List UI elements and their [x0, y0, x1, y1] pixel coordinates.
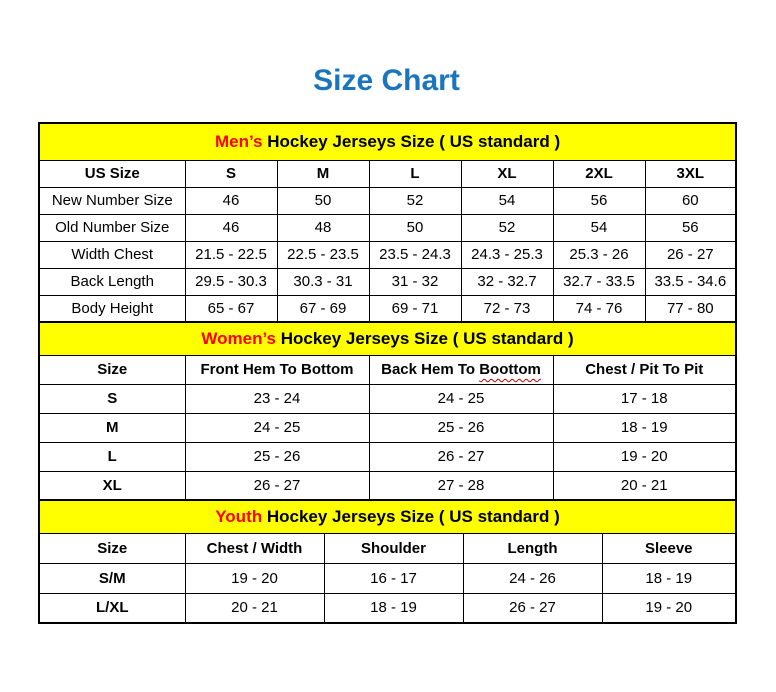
table-cell: 26 - 27	[369, 442, 553, 471]
table-cell: 18 - 19	[602, 563, 736, 593]
mens-header-m: M	[277, 160, 369, 187]
table-cell: 18 - 19	[553, 413, 736, 442]
table-cell: 46	[185, 187, 277, 214]
table-cell: 25 - 26	[185, 442, 369, 471]
mens-header-row	[39, 160, 736, 187]
table-cell: 26 - 27	[185, 471, 369, 500]
womens-caption-text: Hockey Jerseys Size ( US standard )	[276, 328, 574, 348]
row-label: Old Number Size	[39, 214, 185, 241]
table-cell: 52	[461, 214, 553, 241]
table-cell: 54	[553, 214, 645, 241]
mens-row-new-number	[39, 187, 736, 214]
youth-header-sleeve: Sleeve	[602, 533, 736, 563]
table-cell: 20 - 21	[185, 593, 324, 623]
youth-caption-row	[39, 500, 736, 533]
table-cell: 56	[645, 214, 736, 241]
womens-header-size: Size	[39, 355, 185, 384]
row-label: M	[39, 413, 185, 442]
table-cell: 67 - 69	[277, 295, 369, 322]
mens-caption-row	[39, 123, 736, 160]
table-cell: 48	[277, 214, 369, 241]
table-cell: 30.3 - 31	[277, 268, 369, 295]
row-label: L/XL	[39, 593, 185, 623]
youth-header-size: Size	[39, 533, 185, 563]
table-cell: 20 - 21	[553, 471, 736, 500]
womens-header-row	[39, 355, 736, 384]
womens-row-s	[39, 384, 736, 413]
row-label: S	[39, 384, 185, 413]
womens-header-front-hem: Front Hem To Bottom	[185, 355, 369, 384]
back-hem-typo-word: Boottom	[479, 361, 541, 378]
table-cell: 24.3 - 25.3	[461, 241, 553, 268]
row-label: S/M	[39, 563, 185, 593]
table-cell: 56	[553, 187, 645, 214]
womens-row-l	[39, 442, 736, 471]
womens-caption	[39, 322, 736, 355]
youth-row-lxl	[39, 593, 736, 623]
table-cell: 29.5 - 30.3	[185, 268, 277, 295]
table-cell: 33.5 - 34.6	[645, 268, 736, 295]
row-label: XL	[39, 471, 185, 500]
table-cell: 27 - 28	[369, 471, 553, 500]
youth-header-chest-width: Chest / Width	[185, 533, 324, 563]
mens-row-back-length	[39, 268, 736, 295]
table-cell: 25 - 26	[369, 413, 553, 442]
table-cell: 26 - 27	[463, 593, 602, 623]
table-cell: 32 - 32.7	[461, 268, 553, 295]
mens-row-width-chest	[39, 241, 736, 268]
table-cell: 65 - 67	[185, 295, 277, 322]
youth-header-shoulder: Shoulder	[324, 533, 463, 563]
mens-header-s: S	[185, 160, 277, 187]
table-cell: 19 - 20	[553, 442, 736, 471]
youth-header-length: Length	[463, 533, 602, 563]
table-cell: 77 - 80	[645, 295, 736, 322]
youth-caption-text: Hockey Jerseys Size ( US standard )	[262, 506, 560, 526]
table-cell: 50	[369, 214, 461, 241]
row-label: Body Height	[39, 295, 185, 322]
table-cell: 19 - 20	[185, 563, 324, 593]
table-cell: 72 - 73	[461, 295, 553, 322]
table-cell: 17 - 18	[553, 384, 736, 413]
mens-header-xl: XL	[461, 160, 553, 187]
mens-caption-accent: Men’s	[214, 131, 263, 151]
back-hem-label: Back Hem To	[381, 361, 480, 378]
womens-row-m	[39, 413, 736, 442]
table-cell: 18 - 19	[324, 593, 463, 623]
youth-row-sm	[39, 563, 736, 593]
table-cell: 69 - 71	[369, 295, 461, 322]
table-cell: 23.5 - 24.3	[369, 241, 461, 268]
youth-header-row	[39, 533, 736, 563]
row-label: Back Length	[39, 268, 185, 295]
row-label: L	[39, 442, 185, 471]
womens-size-table	[38, 321, 737, 501]
mens-caption-text: Hockey Jerseys Size ( US standard )	[262, 131, 561, 151]
table-cell: 60	[645, 187, 736, 214]
mens-header-l: L	[369, 160, 461, 187]
youth-size-table	[38, 499, 737, 624]
youth-caption	[39, 500, 736, 533]
table-cell: 50	[277, 187, 369, 214]
table-cell: 25.3 - 26	[553, 241, 645, 268]
table-cell: 19 - 20	[602, 593, 736, 623]
mens-header-us-size: US Size	[39, 160, 185, 187]
table-cell: 46	[185, 214, 277, 241]
table-cell: 21.5 - 22.5	[185, 241, 277, 268]
table-cell: 32.7 - 33.5	[553, 268, 645, 295]
mens-header-2xl: 2XL	[553, 160, 645, 187]
table-cell: 16 - 17	[324, 563, 463, 593]
womens-caption-accent: Women’s	[201, 328, 276, 348]
mens-row-body-height	[39, 295, 736, 322]
row-label: Width Chest	[39, 241, 185, 268]
table-cell: 23 - 24	[185, 384, 369, 413]
mens-header-3xl: 3XL	[645, 160, 736, 187]
womens-caption-row	[39, 322, 736, 355]
mens-size-table	[38, 122, 737, 323]
row-label: New Number Size	[39, 187, 185, 214]
womens-header-back-hem	[369, 355, 553, 384]
mens-caption	[39, 123, 736, 160]
table-cell: 24 - 26	[463, 563, 602, 593]
table-cell: 24 - 25	[185, 413, 369, 442]
page-title: Size Chart	[313, 64, 460, 97]
table-cell: 31 - 32	[369, 268, 461, 295]
womens-row-xl	[39, 471, 736, 500]
table-cell: 54	[461, 187, 553, 214]
womens-header-chest: Chest / Pit To Pit	[553, 355, 736, 384]
table-cell: 52	[369, 187, 461, 214]
table-cell: 74 - 76	[553, 295, 645, 322]
mens-row-old-number	[39, 214, 736, 241]
table-cell: 24 - 25	[369, 384, 553, 413]
youth-caption-accent: Youth	[215, 506, 263, 526]
table-cell: 22.5 - 23.5	[277, 241, 369, 268]
table-cell: 26 - 27	[645, 241, 736, 268]
